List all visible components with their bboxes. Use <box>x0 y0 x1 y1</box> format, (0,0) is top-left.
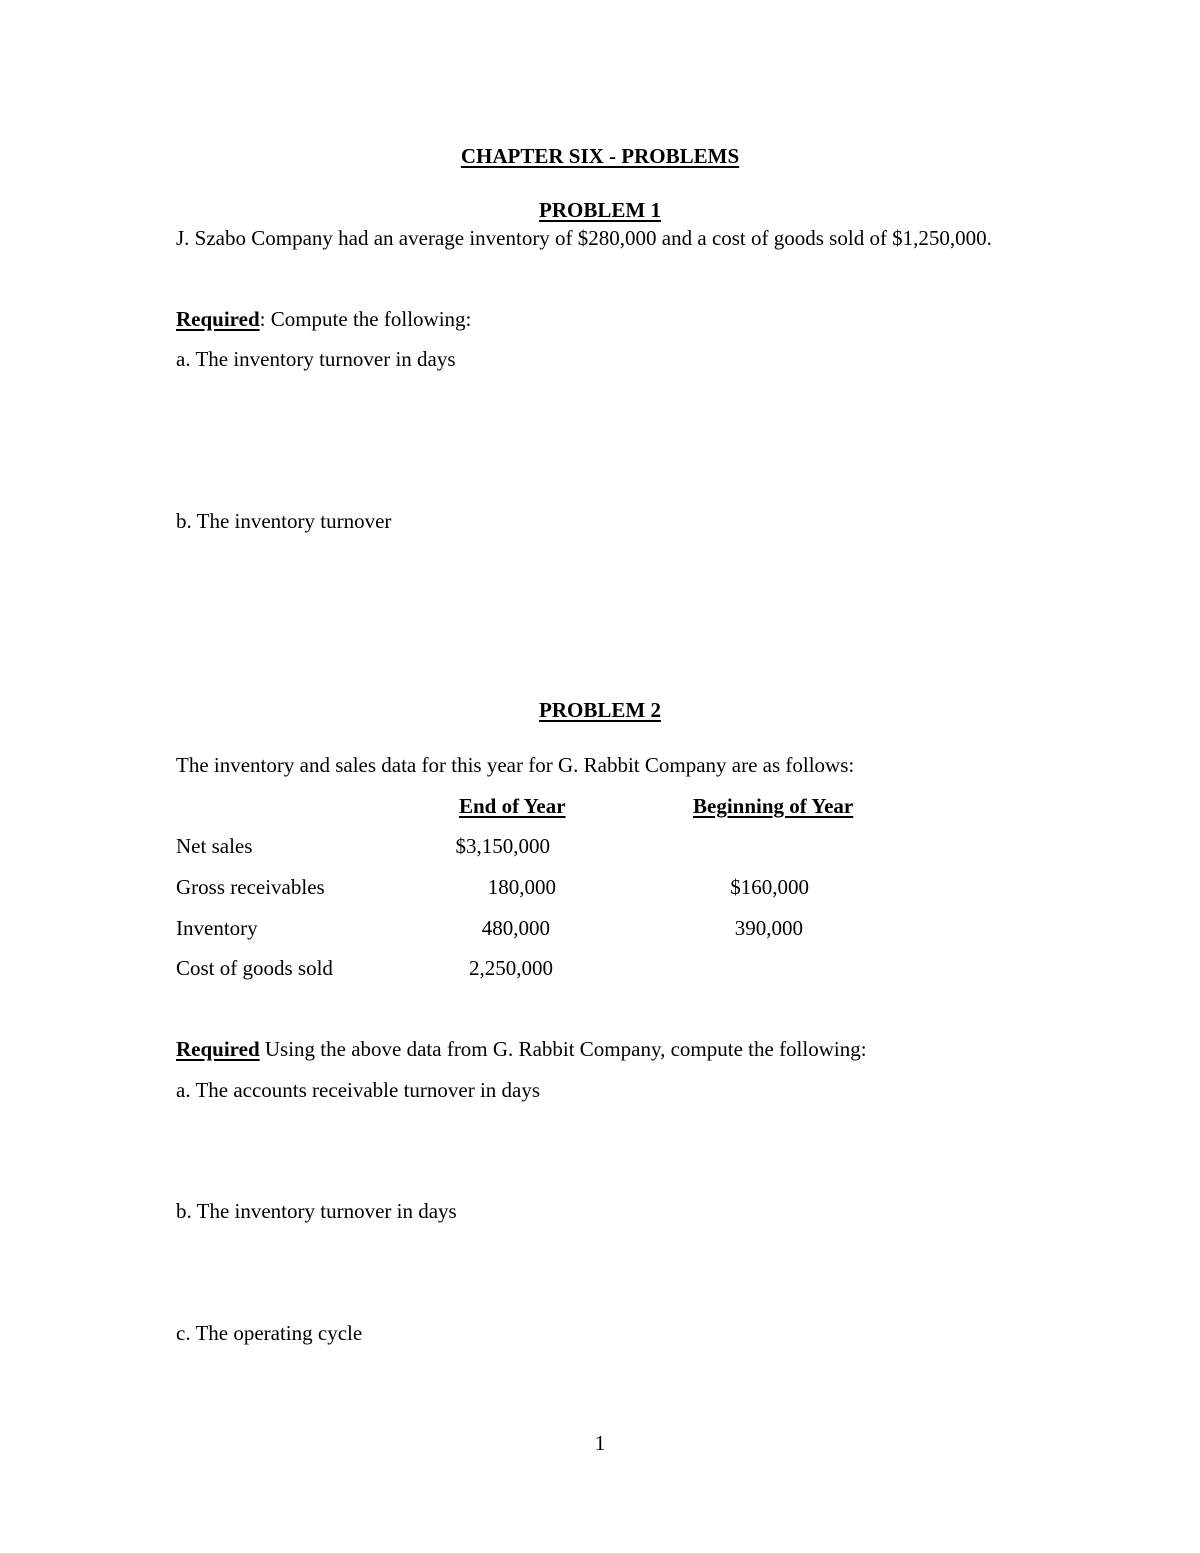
problem2-intro: The inventory and sales data for this year for G. Rabbit Company are as follows: <box>176 753 855 777</box>
table-cell-end: 480,000 <box>481 916 550 940</box>
problem2-item-c: c. The operating cycle <box>176 1321 363 1345</box>
problem2-item-b: b. The inventory turnover in days <box>176 1199 457 1223</box>
table-cell-begin: $160,000 <box>730 875 809 899</box>
problem1-statement: J. Szabo Company had an average inventory of $280,000 and a cost of goods sold of $1,250,000. <box>176 226 992 250</box>
table-header-beginning-of-year: Beginning of Year <box>693 794 854 818</box>
chapter-title: CHAPTER SIX - PROBLEMS <box>460 144 740 168</box>
problem2-required-label: Required <box>176 1037 260 1061</box>
page-number: 1 <box>594 1431 606 1455</box>
table-cell-begin: 390,000 <box>734 916 803 940</box>
table-row-label: Gross receivables <box>176 875 325 899</box>
problem2-item-a: a. The accounts receivable turnover in days <box>176 1078 541 1102</box>
table-cell-end: 2,250,000 <box>469 956 553 980</box>
table-header-end-of-year: End of Year <box>459 794 566 818</box>
table-row-label: Cost of goods sold <box>176 956 333 980</box>
problem1-required <box>176 309 471 330</box>
table-row-label: Net sales <box>176 834 253 858</box>
problem1-item-b: b. The inventory turnover <box>176 509 392 533</box>
problem2-heading: PROBLEM 2 <box>539 698 661 722</box>
problem1-required-label: Required <box>176 307 260 331</box>
table-row-label: Inventory <box>176 916 258 940</box>
table-cell-end: 180,000 <box>487 875 556 899</box>
problem1-required-text: : Compute the following: <box>259 307 472 331</box>
problem2-required <box>176 1039 867 1060</box>
problem1-heading: PROBLEM 1 <box>539 198 661 222</box>
table-cell-end: $3,150,000 <box>455 834 550 858</box>
problem2-required-text: Using the above data from G. Rabbit Company, compute the following: <box>259 1037 867 1061</box>
problem1-item-a: a. The inventory turnover in days <box>176 347 456 371</box>
